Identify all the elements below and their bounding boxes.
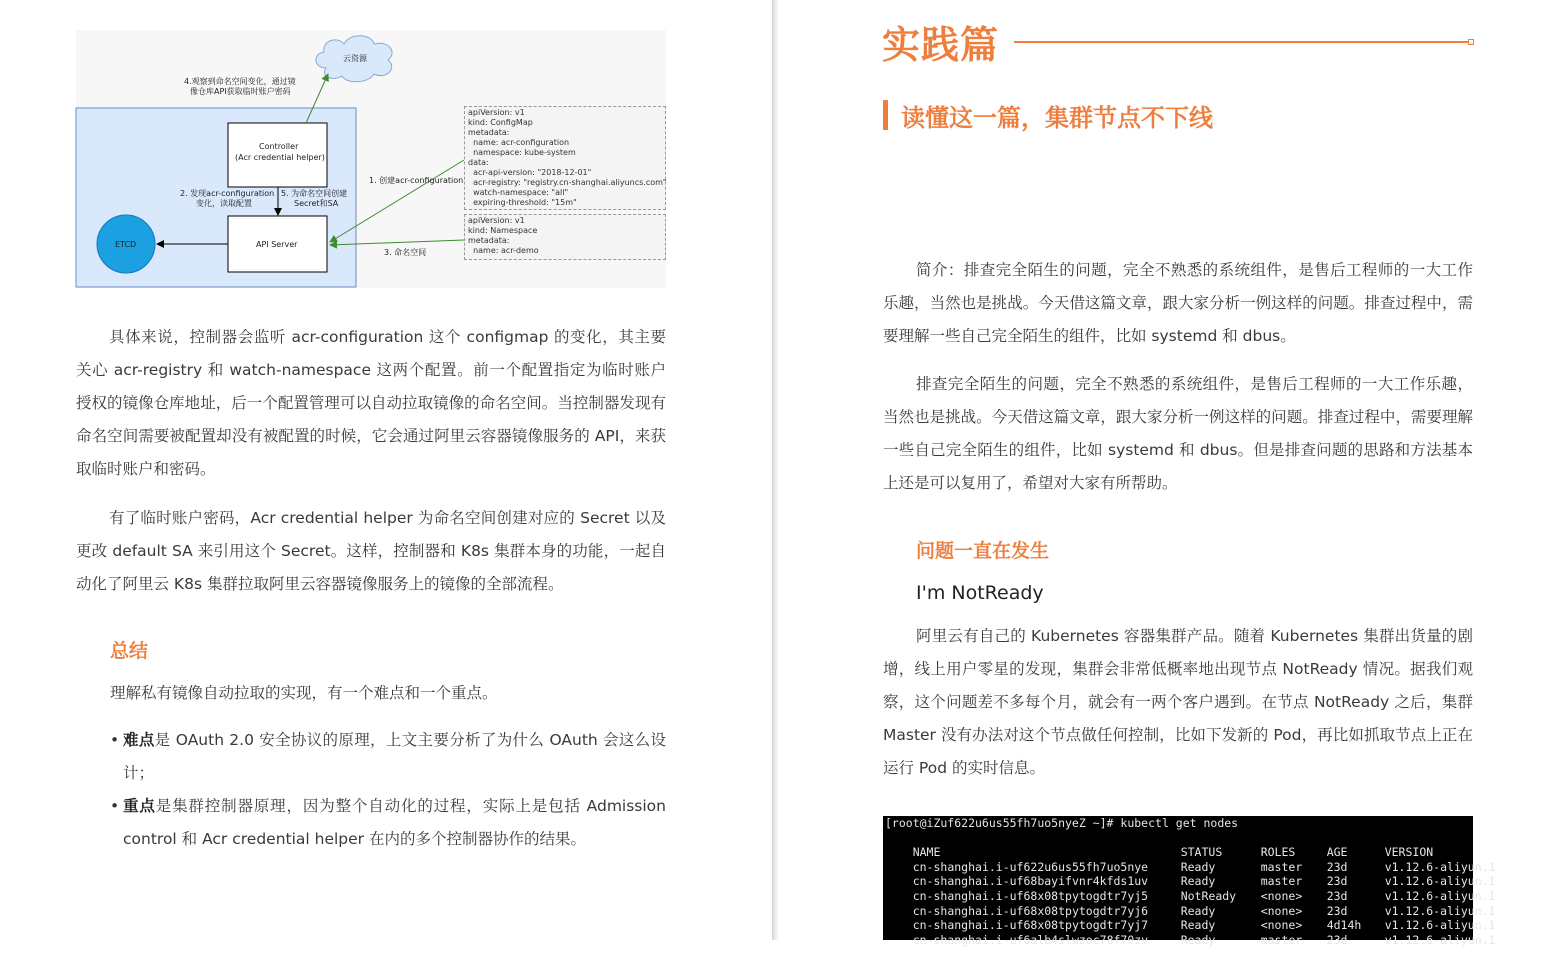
step5-label-2: Secret和SA [294,199,339,208]
step4-label-1: 4.观察到命名空间变化，通过镜 [184,77,296,86]
node-age: 23d [1326,903,1348,918]
header-name: NAME [912,845,941,860]
header-roles: ROLES [1260,845,1296,860]
node-age: 23d [1326,932,1348,947]
bullet-focus-label: 重点 [123,797,156,815]
node-status: Ready [1180,903,1216,918]
title-rule [1014,41,1470,43]
node-roles: master [1260,859,1303,874]
controller-label: Controller [259,142,299,151]
step5-label-1: 5. 为命名空间创建 [281,189,348,198]
node-age: 23d [1326,888,1348,903]
header-status: STATUS [1180,845,1223,860]
terminal-output [883,816,1496,947]
node-roles: master [1260,932,1303,947]
terminal-header-row [885,831,1471,860]
intro-paragraph: 简介：排查完全陌生的问题，完全不熟悉的系统组件，是售后工程师的一大工作乐趣，当然也是挑战。今天借这篇文章，跟大家分析一例这样的问题。排查过程中，需要理解一些自己完全陌生的组件，比如 systemd 和 dbus。 [883,261,1473,345]
node-version: v1.12.6-aliyun.1 [1384,932,1496,947]
cloud-label: 云资源 [343,54,367,63]
node-status: Ready [1180,932,1216,947]
node-age: 23d [1326,874,1348,889]
controller-sublabel: (Acr credential helper) [235,153,325,162]
second-paragraph: 排查完全陌生的问题，完全不熟悉的系统组件，是售后工程师的一大工作乐趣，当然也是挑战。今天借这篇文章，跟大家分析一例这样的问题。排查过程中，需要理解一些自己完全陌生的组件，比如 systemd 和 dbus。但是排查问题的思路和方法基本上还是可以复用了，希望对大家有所帮助。 [883,375,1473,492]
summary-heading: 总结 [110,640,149,662]
title-rule-end [1468,39,1474,45]
node-name: cn-shanghai.i-uf68x08tpytogdtr7yj5 [912,888,1149,903]
node-version: v1.12.6-aliyun.1 [1384,903,1496,918]
step2-label-2: 变化，读取配置 [196,199,252,208]
node-name: cn-shanghai.i-uf68x08tpytogdtr7yj6 [912,903,1149,918]
bullet-difficulty-label: 难点 [123,731,155,749]
summary-bullets [110,724,666,856]
bullet-difficulty [110,724,666,790]
node-roles: master [1260,874,1303,889]
summary-intro: 理解私有镜像自动拉取的实现，有一个难点和一个重点。 [110,684,498,702]
bullet-focus [110,790,666,856]
architecture-diagram [76,30,666,288]
notready-paragraph: 阿里云有自己的 Kubernetes 容器集群产品。随着 Kubernetes 集群出货量的剧增，线上用户零星的发现，集群会非常低概率地出现节点 NotReady 情况。据我们观察，这个问题差不多每个月，就会有一两个客户遇到。在节点 NotReady 之后，集群 Master 没有办法对这个节点做任何控制，比如下发新的 Pod，再比如抓取节点上正在运行 Pod 的实时信息。 [883,627,1473,777]
header-age: AGE [1326,845,1348,860]
header-version: VERSION [1384,845,1434,860]
paragraph-controller: 具体来说，控制器会监听 acr-configuration 这个 configmap 的变化，其主要关心 acr-registry 和 watch-namespace 这两个配置。前一个配置指定为临时账户授权的镜像仓库地址，后一个配置管理可以自动拉取镜像的命名空间。当控制器发现有命名空间需要被配置却没有被配置的时候，它会通过阿里云容器镜像服务的 API，来获取临时账户和密码。 [76,328,666,478]
node-roles: <none> [1260,903,1303,918]
node-version: v1.12.6-aliyun.1 [1384,888,1496,903]
step1-label: 1. 创建acr-configuration [369,176,464,185]
node-name: cn-shanghai.i-uf68bayifvnr4kfds1uv [912,874,1149,889]
configmap-yaml: apiVersion: v1 kind: ConfigMap metadata: name: acr-configuration namespace: kube-system data: acr-api-version: "2018-12-01" acr-registry: "registry.cn-shanghai.aliyuncs.com" watch-namespace: "all" expiring-threshold: "15m" [464,106,666,210]
node-roles: <none> [1260,888,1303,903]
step2-label-1: 2. 发现acr-configuration [180,189,275,198]
node-version: v1.12.6-aliyun.1 [1384,874,1496,889]
notready-heading: I'm NotReady [916,582,1044,604]
terminal-prompt: [root@iZuf622u6us55fh7uo5nyeZ ~]# kubectl get nodes [885,816,1239,830]
node-age: 23d [1326,859,1348,874]
node-name: cn-shanghai.i-uf6alb4slwzoc78f70zv [912,932,1149,947]
node-status: NotReady [1180,888,1237,903]
node-age: 4d14h [1326,918,1362,933]
node-version: v1.12.6-aliyun.1 [1384,918,1496,933]
article-subtitle: 读懂这一篇，集群节点不下线 [901,104,1213,132]
step3-label: 3. 命名空间 [384,248,427,257]
bullet-focus-text: 是集群控制器原理，因为整个自动化的过程，实际上是包括 Admission control 和 Acr credential helper 在内的多个控制器协作的结果。 [123,797,666,848]
paragraph-credential-helper: 有了临时账户密码，Acr credential helper 为命名空间创建对应的 Secret 以及更改 default SA 来引用这个 Secret。这样，控制器和 K8s 集群本身的功能，一起自动化了阿里云 K8s 集群拉取阿里云容器镜像服务上的镜像的全部流程。 [76,509,666,593]
node-status: Ready [1180,874,1216,889]
node-version: v1.12.6-aliyun.1 [1384,859,1496,874]
etcd-label: ETCD [115,240,137,249]
node-status: Ready [1180,918,1216,933]
bullet-difficulty-text: 是 OAuth 2.0 安全协议的原理，上文主要分析了为什么 OAuth 会这么设计； [123,731,666,782]
step4-label-2: 像仓库API获取临时账户密码 [190,87,291,96]
node-name: cn-shanghai.i-uf622u6us55fh7uo5nye [912,859,1149,874]
problem-heading: 问题一直在发生 [916,540,1050,562]
subtitle-accent-bar [883,100,888,130]
chapter-title: 实践篇 [882,23,1000,67]
node-roles: <none> [1260,918,1303,933]
node-name: cn-shanghai.i-uf68x08tpytogdtr7yj7 [912,918,1149,933]
node-status: Ready [1180,859,1216,874]
namespace-yaml: apiVersion: v1 kind: Namespace metadata: name: acr-demo [464,214,666,260]
left-page [0,0,772,940]
apiserver-label: API Server [256,240,298,249]
